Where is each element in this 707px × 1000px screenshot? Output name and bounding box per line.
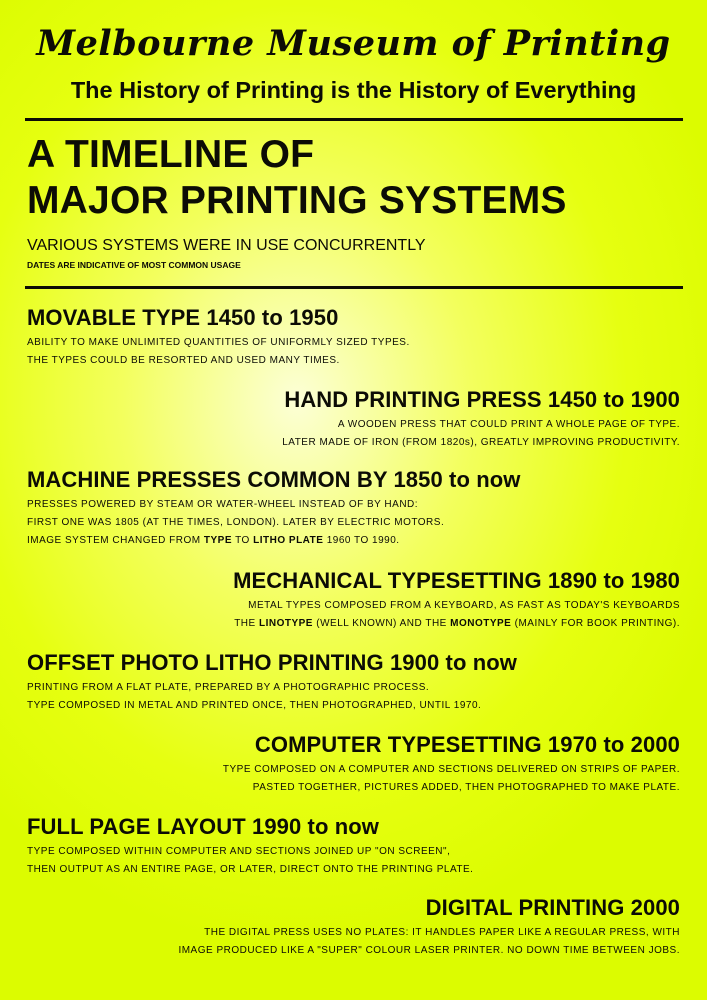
entry-description	[178, 924, 680, 960]
highlight-term: MONOTYPE	[450, 618, 512, 629]
entry-name: FULL PAGE LAYOUT	[27, 814, 246, 839]
entry-description	[27, 334, 410, 370]
description-line: LATER MADE OF IRON (FROM 1820s), GREATLY IMPROVING PRODUCTIVITY.	[282, 437, 680, 448]
entry-dates: 1900 to now	[389, 650, 517, 675]
entry-heading	[223, 732, 680, 758]
entry-description	[282, 416, 680, 452]
entry-name: MECHANICAL TYPESETTING	[233, 568, 542, 593]
entry-heading	[27, 650, 517, 676]
entry-dates: 1450 to 1950	[206, 305, 339, 330]
entry-name: OFFSET PHOTO LITHO PRINTING	[27, 650, 384, 675]
entry-description	[223, 761, 680, 797]
entry-heading	[233, 568, 680, 594]
entry-name: COMPUTER TYPESETTING	[254, 732, 542, 757]
description-line: METAL TYPES COMPOSED FROM A KEYBOARD, AS FAST AS TODAY'S KEYBOARDS	[248, 600, 680, 611]
page-subtitle: VARIOUS SYSTEMS WERE IN USE CONCURRENTLY	[27, 237, 426, 254]
highlight-term: TYPE	[203, 535, 233, 546]
description-line	[233, 615, 680, 633]
description-line: THE DIGITAL PRESS USES NO PLATES: IT HANDLES PAPER LIKE A REGULAR PRESS, WITH	[204, 927, 680, 938]
entry-heading	[27, 814, 473, 840]
line-text: 1960 TO 1990.	[323, 535, 400, 546]
highlight-term: LINOTYPE	[258, 618, 313, 629]
entry-dates: 1450 to 1900	[547, 387, 680, 412]
timeline-entry-digital-printing	[178, 895, 680, 960]
line-text: (MAINLY FOR BOOK PRINTING).	[511, 618, 680, 629]
timeline-entry-mechanical-typesetting	[233, 568, 680, 633]
description-line: A WOODEN PRESS THAT COULD PRINT A WHOLE PAGE OF TYPE.	[337, 419, 680, 430]
museum-motto: The History of Printing is the History of Everything	[70, 77, 637, 103]
entry-name: MACHINE PRESSES COMMON BY	[27, 467, 388, 492]
timeline-entry-computer-typesetting	[223, 732, 680, 797]
timeline-entry-movable-type	[27, 305, 410, 370]
line-text: IMAGE SYSTEM CHANGED FROM	[27, 535, 204, 546]
description-line: THEN OUTPUT AS AN ENTIRE PAGE, OR LATER, DIRECT ONTO THE PRINTING PLATE.	[27, 864, 474, 875]
page-title-line-1: A TIMELINE OF	[27, 133, 315, 176]
description-line: THE TYPES COULD BE RESORTED AND USED MANY TIMES.	[27, 355, 340, 366]
line-text: TO	[232, 535, 254, 546]
description-line: IMAGE PRODUCED LIKE A "SUPER" COLOUR LASER PRINTER. NO DOWN TIME BETWEEN JOBS.	[178, 945, 680, 956]
description-line: FIRST ONE WAS 1805 (AT THE TIMES, LONDON). LATER BY ELECTRIC MOTORS.	[27, 517, 445, 528]
divider-middle	[25, 286, 683, 289]
entry-heading	[178, 895, 680, 921]
entry-heading	[27, 467, 521, 493]
entry-dates: 1990 to now	[251, 814, 380, 839]
timeline-entry-hand-printing-press	[282, 387, 680, 452]
entry-dates: 2000	[630, 895, 680, 920]
timeline-entry-machine-presses	[27, 467, 521, 550]
dates-note: DATES ARE INDICATIVE OF MOST COMMON USAGE	[27, 260, 241, 270]
entry-name: MOVABLE TYPE	[27, 305, 201, 330]
entry-dates: 1890 to 1980	[547, 568, 680, 593]
entry-name: DIGITAL PRINTING	[425, 895, 625, 920]
entry-name: HAND PRINTING PRESS	[284, 387, 542, 412]
timeline-entry-full-page-layout	[27, 814, 473, 879]
entry-description	[27, 843, 473, 879]
highlight-term: LITHO PLATE	[253, 535, 324, 546]
page-title-line-2: MAJOR PRINTING SYSTEMS	[27, 179, 567, 222]
description-line: PASTED TOGETHER, PICTURES ADDED, THEN PHOTOGRAPHED TO MAKE PLATE.	[252, 782, 680, 793]
description-line: ABILITY TO MAKE UNLIMITED QUANTITIES OF UNIFORMLY SIZED TYPES.	[27, 337, 410, 348]
line-text: THE	[234, 618, 259, 629]
entry-dates: 1970 to 2000	[547, 732, 680, 757]
description-line: TYPE COMPOSED IN METAL AND PRINTED ONCE, THEN PHOTOGRAPHED, UNTIL 1970.	[27, 700, 482, 711]
page-title	[27, 132, 567, 224]
entry-description	[27, 496, 521, 550]
museum-name: Melbourne Museum of Printing	[36, 23, 671, 64]
description-line: PRESSES POWERED BY STEAM OR WATER-WHEEL INSTEAD OF BY HAND:	[27, 499, 419, 510]
description-line: PRINTING FROM A FLAT PLATE, PREPARED BY A PHOTOGRAPHIC PROCESS.	[27, 682, 430, 693]
entry-description	[233, 597, 680, 633]
entry-heading	[27, 305, 410, 331]
entry-description	[27, 679, 517, 715]
description-line: TYPE COMPOSED ON A COMPUTER AND SECTIONS DELIVERED ON STRIPS OF PAPER.	[222, 764, 680, 775]
description-line: TYPE COMPOSED WITHIN COMPUTER AND SECTIONS JOINED UP "ON SCREEN",	[27, 846, 451, 857]
entry-heading	[282, 387, 680, 413]
timeline-entry-offset-photo-litho	[27, 650, 517, 715]
divider-top	[25, 118, 683, 121]
description-line	[27, 532, 521, 550]
entry-dates: 1850 to now	[393, 467, 521, 492]
line-text: (WELL KNOWN) AND THE	[312, 618, 451, 629]
